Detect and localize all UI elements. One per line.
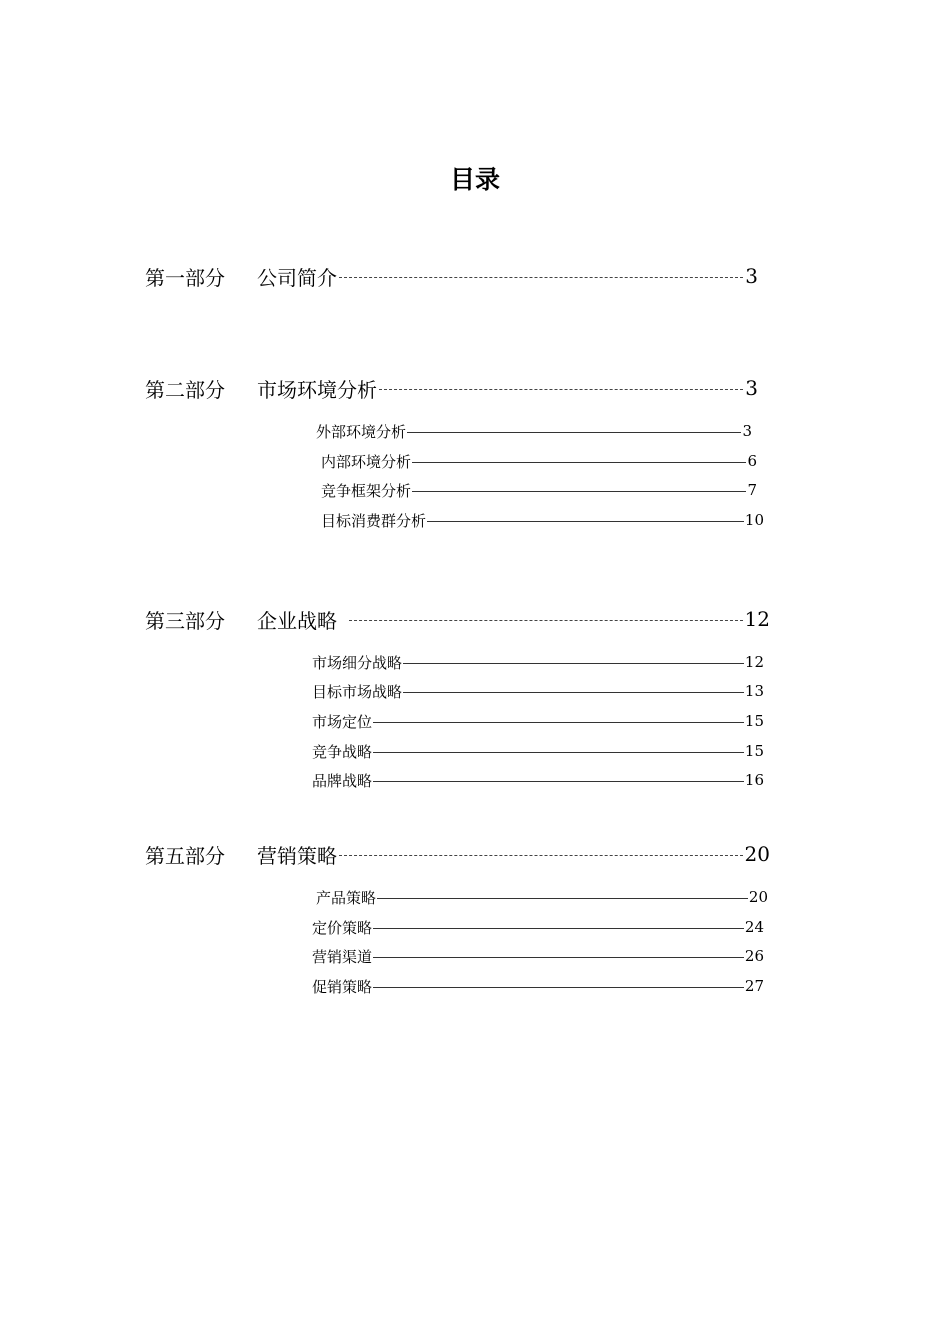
subsection-page-number: 10	[744, 511, 764, 529]
subsection-page-number: 20	[748, 888, 768, 906]
section-part-label: 第三部分	[145, 608, 225, 633]
section-name: 公司简介	[257, 265, 337, 290]
solid-leader	[377, 898, 748, 899]
subsection-page-number: 15	[744, 712, 764, 730]
subsection-name: 市场定位	[312, 712, 373, 731]
subsection-name: 目标市场战略	[312, 682, 403, 701]
solid-leader	[373, 957, 744, 958]
solid-leader	[403, 692, 744, 693]
section-page-number: 20	[744, 842, 770, 866]
solid-leader	[373, 987, 744, 988]
solid-leader	[373, 752, 744, 753]
subsection-name: 促销策略	[312, 977, 373, 996]
solid-leader	[412, 491, 746, 492]
solid-leader	[373, 722, 744, 723]
page-title: 目录	[449, 165, 500, 194]
toc-subsection[interactable]	[316, 420, 752, 442]
subsection-page-number: 12	[744, 653, 764, 671]
subsection-page-number: 13	[744, 682, 764, 700]
subsection-page-number: 3	[742, 422, 752, 440]
solid-leader	[407, 432, 741, 433]
solid-leader	[373, 928, 744, 929]
section-page-number: 3	[745, 264, 758, 288]
toc-subsection[interactable]	[312, 975, 764, 997]
toc-subsection[interactable]	[312, 740, 764, 762]
dotted-leader	[339, 855, 743, 856]
subsection-page-number: 27	[744, 977, 764, 995]
toc-section-3[interactable]	[145, 604, 770, 634]
subsection-name: 目标消费群分析	[321, 511, 427, 530]
section-name: 营销策略	[257, 843, 337, 868]
section-page-number: 12	[744, 607, 770, 631]
section-page-number: 3	[745, 376, 758, 400]
subsection-name: 品牌战略	[312, 771, 373, 790]
subsection-page-number: 15	[744, 742, 764, 760]
toc-subsection[interactable]	[321, 450, 757, 472]
subsection-page-number: 24	[744, 918, 764, 936]
section-part-label: 第二部分	[145, 377, 225, 402]
toc-section-5[interactable]	[145, 839, 770, 869]
subsection-page-number: 26	[744, 947, 764, 965]
toc-subsection[interactable]	[312, 769, 764, 791]
toc-subsection[interactable]	[312, 680, 764, 702]
subsection-name: 定价策略	[312, 918, 373, 937]
subsection-name: 竞争战略	[312, 742, 373, 761]
solid-leader	[373, 781, 744, 782]
toc-subsection[interactable]	[321, 509, 764, 531]
section-name: 企业战略	[257, 608, 337, 633]
dotted-leader	[379, 389, 743, 390]
section-part-label: 第一部分	[145, 265, 225, 290]
subsection-name: 市场细分战略	[312, 653, 403, 672]
toc-subsection[interactable]	[312, 916, 764, 938]
subsection-name: 外部环境分析	[316, 422, 407, 441]
toc-subsection[interactable]	[312, 651, 764, 673]
section-name: 市场环境分析	[257, 377, 377, 402]
dotted-leader	[349, 620, 743, 621]
toc-subsection[interactable]	[316, 886, 768, 908]
subsection-name: 产品策略	[316, 888, 377, 907]
toc-subsection[interactable]	[312, 945, 764, 967]
solid-leader	[412, 462, 746, 463]
toc-subsection[interactable]	[321, 479, 757, 501]
subsection-page-number: 6	[747, 452, 757, 470]
subsection-name: 竞争框架分析	[321, 481, 412, 500]
solid-leader	[403, 663, 744, 664]
subsection-name: 营销渠道	[312, 947, 373, 966]
subsection-page-number: 16	[744, 771, 764, 789]
subsection-name: 内部环境分析	[321, 452, 412, 471]
toc-subsection[interactable]	[312, 710, 764, 732]
solid-leader	[427, 521, 744, 522]
dotted-leader	[339, 277, 743, 278]
section-part-label: 第五部分	[145, 843, 225, 868]
toc-section-2[interactable]	[145, 373, 758, 403]
toc-section-1[interactable]	[145, 261, 758, 291]
subsection-page-number: 7	[747, 481, 757, 499]
